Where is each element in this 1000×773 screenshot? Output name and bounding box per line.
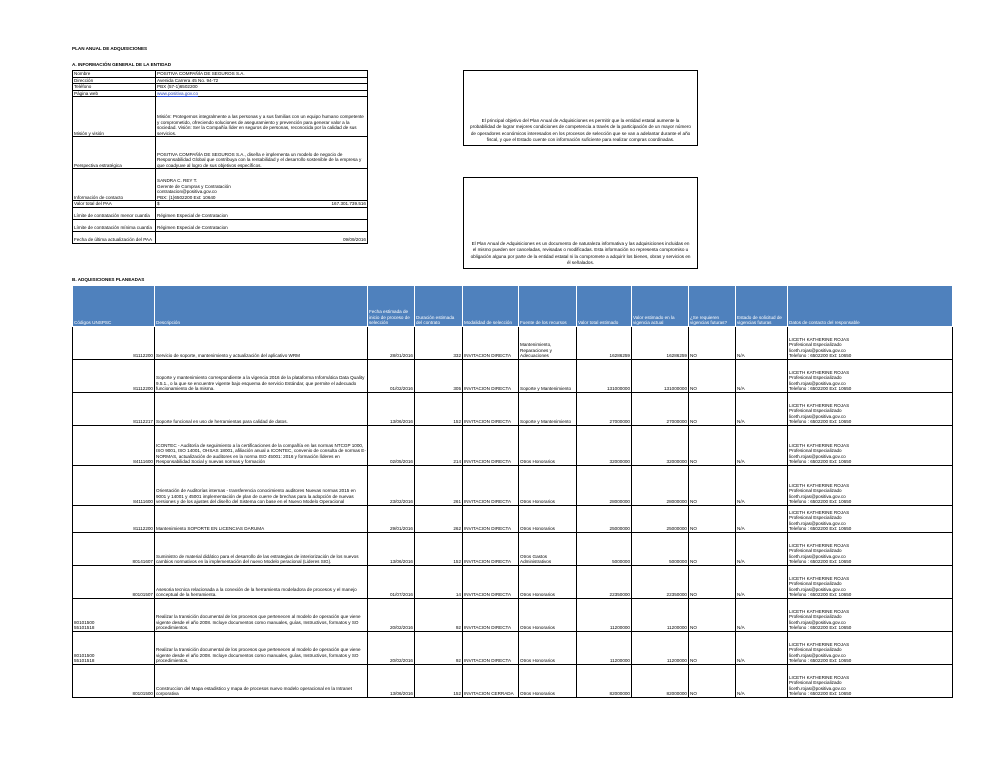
- info-value-text: Régimen Especial de Contratacion: [157, 225, 228, 231]
- info-value-right: 167.301.739.516: [331, 201, 366, 207]
- contact-line: Profesional Especializado: [789, 408, 842, 414]
- unspsc-code-text: 80101500: [132, 691, 153, 697]
- table-row: [73, 360, 953, 393]
- unspsc-code-line: 80101500: [74, 652, 95, 658]
- future-required: NO: [689, 466, 736, 506]
- resource-source: Otros Honorarios: [519, 506, 577, 533]
- info-value-text: Misión: Protegemos integralmente a las personas y a sus familias con un equipo humano competente y comprometido, ofreciendo soluciones de aseguramiento y prevención para generar valor a la sociedad. Visión: Ser la Compañía líder en seguros de personas, reconocida por la calidad de sus servicios.: [157, 114, 364, 136]
- resource-source: Soporte y Mantenimiento: [519, 360, 577, 393]
- info-row: [73, 137, 368, 169]
- info-label: [73, 169, 156, 201]
- planned-acquisitions-table: [72, 285, 953, 698]
- responsible-contact: [788, 327, 953, 360]
- future-required: NO: [689, 426, 736, 466]
- contact-line: Telefono : 6502200 Ext: 10650: [789, 625, 852, 631]
- current-value: 22350000: [632, 566, 689, 599]
- resource-source: Otros Honorarios: [519, 426, 577, 466]
- resource-source: Mantenimiento, Reparaciones y Adecuaciones: [519, 327, 577, 360]
- column-header: Fuente de los recursos: [519, 286, 577, 327]
- start-date: 13/06/2016: [368, 665, 415, 698]
- info-label: [73, 219, 156, 231]
- future-state: N/A: [736, 426, 788, 466]
- contact-line: LICETH KATHERINE ROJAS: [789, 674, 850, 680]
- duration: 305: [415, 360, 463, 393]
- future-state: N/A: [736, 632, 788, 665]
- duration: 332: [415, 327, 463, 360]
- column-header: Estado de solicitud de vigencias futuras: [736, 286, 788, 327]
- contact-line: Profesional Especializado: [789, 614, 842, 620]
- future-required: NO: [689, 533, 736, 566]
- info-value-text: PBX (57-1)6502200: [157, 84, 198, 90]
- contact-line: Profesional Especializado: [789, 548, 842, 554]
- info-value: [156, 77, 368, 84]
- responsible-contact: [788, 466, 953, 506]
- unspsc-code-text: 80141607: [132, 559, 153, 565]
- objective-box: [463, 70, 698, 146]
- selection-mode: INVITACION DIRECTA: [463, 360, 519, 393]
- contact-line: liceth.rojas@positiva.gov.co: [789, 685, 846, 691]
- column-header: Fecha estimada de inicio de proceso de selección: [368, 286, 415, 327]
- info-label-text: Dirección: [74, 77, 94, 83]
- unspsc-code: [73, 426, 155, 466]
- total-value: 11200000: [577, 599, 632, 632]
- future-required: NO: [689, 393, 736, 426]
- info-label: [73, 97, 156, 137]
- resource-source: Otros Honorarios: [519, 632, 577, 665]
- selection-mode: INVITACION DIRECTA: [463, 506, 519, 533]
- contact-line: liceth.rojas@positiva.gov.co: [789, 453, 846, 459]
- currency-sign: $: [157, 201, 160, 207]
- info-value-split: [157, 237, 366, 243]
- resource-source: Otros Honorarios: [519, 665, 577, 698]
- contact-line: LICETH KATHERINE ROJAS: [789, 641, 850, 647]
- duration: 152: [415, 393, 463, 426]
- description: Orientación de Auditorías internas - transferencia conocimiento auditores Nuevas normas 2015 en 9001 y 14001 y 45001 implementación de plan de cuerre de brechas para la adopción de nuevas versiones y de los ajustes del diseño del Sistema con base en el Nuevo Modelo Operacional: [155, 466, 368, 506]
- current-value: 11200000: [632, 632, 689, 665]
- future-required: NO: [689, 632, 736, 665]
- start-date: 13/06/2016: [368, 393, 415, 426]
- unspsc-code-text: 81112200: [133, 526, 153, 532]
- duration: 92: [415, 632, 463, 665]
- info-row: [73, 97, 368, 137]
- current-value: 16286259: [632, 327, 689, 360]
- section-b-title: B. ADQUISICIONES PLANEADAS: [72, 277, 145, 282]
- info-label: [73, 137, 156, 169]
- contact-line: Telefono : 6502200 Ext: 10650: [789, 691, 852, 697]
- table-row: [73, 533, 953, 566]
- info-value: [156, 207, 368, 219]
- selection-mode: INVITACION DIRECTA: [463, 599, 519, 632]
- start-date: 20/02/2016: [368, 599, 415, 632]
- responsible-contact: [788, 533, 953, 566]
- info-label: [73, 231, 156, 243]
- current-value: 32000000: [632, 426, 689, 466]
- start-date: 13/06/2016: [368, 533, 415, 566]
- contact-line: Telefono : 6502200 Ext: 10650: [789, 526, 852, 532]
- current-value: 25000000: [632, 506, 689, 533]
- contact-line: Profesional Especializado: [789, 342, 842, 348]
- contact-line: Profesional Especializado: [789, 647, 842, 653]
- info-value: [156, 84, 368, 91]
- info-value: [156, 219, 368, 231]
- contact-line: contratacion@positiva.gov.co: [157, 189, 217, 195]
- contact-line: Telefono : 6502200 Ext: 10650: [789, 419, 852, 425]
- unspsc-code-text: 81112217: [133, 419, 153, 425]
- description: Realizar la transición documental de los procesos que pertenecen al modelo de operación que viene vigente desde el año 2008. Incluye documentos como manuales, guías, Instructivos, formatos y SO procedimientos.: [155, 632, 368, 665]
- resource-source: Otros Honorarios: [519, 566, 577, 599]
- total-value: 27000000: [577, 393, 632, 426]
- contact-line: LICETH KATHERINE ROJAS: [789, 509, 850, 515]
- column-header: Valor total estimado: [577, 286, 632, 327]
- description: Construccion del Mapa estadistico y mapa de procesos nuevo modelo operacional en la Intranet corporativa: [155, 665, 368, 698]
- column-header: ¿Se requieren vigencias futuras?: [689, 286, 736, 327]
- contact-line: liceth.rojas@positiva.gov.co: [789, 586, 846, 592]
- info-value: [156, 231, 368, 243]
- selection-mode: INVITACION DIRECTA: [463, 393, 519, 426]
- unspsc-code-text: 80101507: [132, 592, 153, 598]
- responsible-contact: [788, 566, 953, 599]
- future-required: NO: [689, 327, 736, 360]
- resource-source: Otros Honorarios: [519, 466, 577, 506]
- contact-line: Profesional Especializado: [789, 515, 842, 521]
- info-label-text: Página web: [74, 90, 99, 96]
- info-label: [73, 90, 156, 97]
- unspsc-code: [73, 599, 155, 632]
- responsible-contact: [788, 665, 953, 698]
- entity-info-table: [72, 70, 368, 244]
- contact-line: liceth.rojas@positiva.gov.co: [789, 520, 846, 526]
- future-state: N/A: [736, 566, 788, 599]
- total-value: 5000000: [577, 533, 632, 566]
- disclaimer-box: [463, 177, 698, 269]
- contact-line: Telefono : 6502200 Ext: 10650: [789, 353, 852, 359]
- unspsc-code-line: 55101518: [74, 625, 95, 631]
- description: Servicio de soporte, mantenimiento y actualización del aplicativo WRM: [155, 327, 368, 360]
- current-value: 28000000: [632, 466, 689, 506]
- unspsc-code-line: 55101518: [74, 658, 95, 664]
- info-value: [156, 169, 368, 201]
- responsible-contact: [788, 393, 953, 426]
- info-value-right: 09/09/2016: [343, 237, 366, 243]
- start-date: 01/02/2016: [368, 360, 415, 393]
- future-state: N/A: [736, 665, 788, 698]
- contact-line: SANDRA C. REY T.: [157, 178, 198, 183]
- duration: 214: [415, 426, 463, 466]
- total-value: 82000000: [577, 665, 632, 698]
- table-row: [73, 327, 953, 360]
- table-row: [73, 506, 953, 533]
- future-required: NO: [689, 665, 736, 698]
- info-row: [73, 90, 368, 97]
- start-date: 29/01/2016: [368, 506, 415, 533]
- current-value: 82000000: [632, 665, 689, 698]
- responsible-contact: [788, 426, 953, 466]
- contact-line: Telefono : 6502200 Ext: 10650: [789, 658, 852, 664]
- website-link[interactable]: www.positiva.gov.co: [157, 90, 199, 96]
- description: ICONTEC - Auditoría de seguimiento a la certificaciones de la compañía en las normas NTCGP 1000, ISO 9001, ISO 14001, OHSAS 18001, afiliación anual a ICONTEC, convenio de consulta de normas E-NORMAS, actualización de auditores en la norma ISO 45001: 2016 y formación líderes en Responsabilidad Social y nuevas normas y formación: [155, 426, 368, 466]
- info-label-text: Fecha de última actualización del PAA: [74, 237, 153, 243]
- table-row: [73, 665, 953, 698]
- info-label-text: Nombre: [74, 71, 91, 76]
- responsible-contact: [788, 360, 953, 393]
- info-row: [73, 84, 368, 91]
- responsible-contact: [788, 506, 953, 533]
- selection-mode: INVITACION DIRECTA: [463, 533, 519, 566]
- future-required: NO: [689, 360, 736, 393]
- contact-line: LICETH KATHERINE ROJAS: [789, 575, 850, 581]
- info-label: [73, 207, 156, 219]
- info-value-text: POSITIVA COMPAÑÍA DE SEGUROS S.A.: [157, 71, 245, 76]
- info-value-split: [157, 201, 366, 207]
- info-row: [73, 231, 368, 243]
- contact-line: Profesional Especializado: [789, 680, 842, 686]
- selection-mode: INVITACION DIRECTA: [463, 632, 519, 665]
- responsible-contact: [788, 632, 953, 665]
- total-value: 25000000: [577, 506, 632, 533]
- selection-mode: INVITACION CERRADA: [463, 665, 519, 698]
- unspsc-code: [73, 360, 155, 393]
- unspsc-code-text: 84111600: [133, 459, 153, 465]
- future-state: N/A: [736, 327, 788, 360]
- column-header: Duración estimada del contrato: [415, 286, 463, 327]
- duration: 262: [415, 506, 463, 533]
- description: Realizar la transición documental de los procesos que pertenecen al modelo de operación que viene vigente desde el año 2008. Incluye documentos como manuales, guías, Instructivos, formatos y SO procedimientos.: [155, 599, 368, 632]
- contact-line: Profesional Especializado: [789, 488, 842, 494]
- contact-line: Profesional Especializado: [789, 581, 842, 587]
- contact-line: LICETH KATHERINE ROJAS: [789, 369, 850, 375]
- duration: 261: [415, 466, 463, 506]
- selection-mode: INVITACION DIRECTA: [463, 327, 519, 360]
- info-row: [73, 207, 368, 219]
- current-value: 11200000: [632, 599, 689, 632]
- contact-line: Telefono : 6502200 Ext: 10650: [789, 559, 852, 565]
- info-value: [156, 137, 368, 169]
- unspsc-code: [73, 566, 155, 599]
- objective-text: El principal objetivo del Plan Anual de Adquisiciones es permitir que la entidad estatal aumente la probabilidad de lograr mejores condiciones de competencia a través de la participación de un mayor número de operadores económicos interesados en los procesos de selección que se van a adelantar durante el año fiscal, y que el Estado cuente con información suficiente para realizar compras coordinadas.: [470, 118, 691, 142]
- start-date: 20/02/2016: [368, 632, 415, 665]
- contact-line: Telefono : 6502200 Ext: 10650: [789, 499, 852, 505]
- contact-line: liceth.rojas@positiva.gov.co: [789, 413, 846, 419]
- contact-line: Gerente de Compras y Contratación: [157, 183, 231, 189]
- info-label-text: Límite de contratación mínima cuantía: [74, 225, 152, 231]
- resource-source: Otros Gastos Administrativos: [519, 533, 577, 566]
- contact-line: Profesional Especializado: [789, 448, 842, 454]
- column-header: Descripción: [155, 286, 368, 327]
- selection-mode: INVITACION DIRECTA: [463, 466, 519, 506]
- contact-line: Telefono : 6502200 Ext: 10650: [789, 592, 852, 598]
- start-date: 02/05/2016: [368, 426, 415, 466]
- contact-line: Telefono : 6502200 Ext: 10650: [789, 386, 852, 392]
- future-state: N/A: [736, 393, 788, 426]
- info-row: [73, 169, 368, 201]
- contact-line: PBX: (1)6502200 Ext: 10640: [157, 194, 216, 200]
- section-a-title: A. INFORMACIÓN GENERAL DE LA ENTIDAD: [72, 62, 172, 67]
- table-row: [73, 393, 953, 426]
- unspsc-code: [73, 632, 155, 665]
- contact-line: LICETH KATHERINE ROJAS: [789, 442, 850, 448]
- info-label-text: Valor total del PAA: [74, 201, 112, 207]
- info-row: [73, 71, 368, 78]
- contact-line: liceth.rojas@positiva.gov.co: [789, 652, 846, 658]
- total-value: 28000000: [577, 466, 632, 506]
- resource-source: Soporte y Mantenimiento: [519, 393, 577, 426]
- current-value: 131000000: [632, 360, 689, 393]
- duration: 152: [415, 533, 463, 566]
- table-row: [73, 632, 953, 665]
- column-header: Códigos UNSPSC: [73, 286, 155, 327]
- table-row: [73, 566, 953, 599]
- start-date: 28/01/2016: [368, 327, 415, 360]
- selection-mode: INVITACION DIRECTA: [463, 426, 519, 466]
- future-required: NO: [689, 599, 736, 632]
- info-value: [156, 90, 368, 97]
- description: Suministro de material didático para el desarrollo de las estrategias de interiorización de los nuevos cambios normativos en la implementación del nuevo Modelo peracional (Lideres SIG).: [155, 533, 368, 566]
- start-date: 23/02/2016: [368, 466, 415, 506]
- unspsc-code: [73, 506, 155, 533]
- total-value: 22350000: [577, 566, 632, 599]
- info-row: [73, 219, 368, 231]
- unspsc-code-text: 81112200: [133, 386, 153, 392]
- duration: 152: [415, 665, 463, 698]
- info-label-text: Perspectiva estratégica: [74, 162, 122, 168]
- unspsc-code-text: 84111600: [133, 499, 153, 505]
- disclaimer-text: El Plan Anual de Adquisiciones es un documento de naturaleza informativa y las adquisiciones incluidas en el mismo pueden ser canceladas, revisadas o modificadas. Esta información no representa compromiso u obligación alguna por parte de la entidad estatal ni la compromete a adquirir los bienes, obras y servicios en él señalados.: [470, 241, 691, 265]
- table-row: [73, 599, 953, 632]
- unspsc-code: [73, 665, 155, 698]
- contact-line: liceth.rojas@positiva.gov.co: [789, 493, 846, 499]
- column-header: Modalidad de selección: [463, 286, 519, 327]
- unspsc-code-text: 81112200: [133, 353, 153, 359]
- doc-title: PLAN ANUAL DE ADQUISICIONES: [72, 46, 148, 51]
- unspsc-code: [73, 327, 155, 360]
- current-value: 5000000: [632, 533, 689, 566]
- future-state: N/A: [736, 360, 788, 393]
- future-state: N/A: [736, 533, 788, 566]
- contact-line: liceth.rojas@positiva.gov.co: [789, 553, 846, 559]
- column-header: Valor estimado en la vigencia actual: [632, 286, 689, 327]
- start-date: 01/07/2016: [368, 566, 415, 599]
- total-value: 131000000: [577, 360, 632, 393]
- future-state: N/A: [736, 506, 788, 533]
- total-value: 32000000: [577, 426, 632, 466]
- info-row: [73, 77, 368, 84]
- unspsc-code: [73, 466, 155, 506]
- future-required: NO: [689, 506, 736, 533]
- future-required: NO: [689, 566, 736, 599]
- info-label-text: Información de contacto: [74, 194, 124, 200]
- unspsc-code: [73, 393, 155, 426]
- contact-line: LICETH KATHERINE ROJAS: [789, 402, 850, 408]
- description: Asesoria tecnica relacionada a la conexión de la herramienta modeladora de procesos y el manejo conceptual de la herramienta.: [155, 566, 368, 599]
- info-label-text: Misión y visión: [74, 130, 104, 136]
- duration: 92: [415, 599, 463, 632]
- column-header: Datos de contacto del responsable: [788, 286, 953, 327]
- info-value-text: Avenida Carrera 45 No. 94-72: [157, 77, 219, 83]
- description: Mantenimiento SOPORTE EN LICENCIAS DARUMA: [155, 506, 368, 533]
- total-value: 16286259: [577, 327, 632, 360]
- contact-line: LICETH KATHERINE ROJAS: [789, 482, 850, 488]
- current-value: 27000000: [632, 393, 689, 426]
- info-value: [156, 71, 368, 78]
- contact-line: liceth.rojas@positiva.gov.co: [789, 347, 846, 353]
- contact-line: LICETH KATHERINE ROJAS: [789, 336, 850, 342]
- info-value: [156, 97, 368, 137]
- contact-line: liceth.rojas@positiva.gov.co: [789, 380, 846, 386]
- info-value: [156, 201, 368, 208]
- contact-line: liceth.rojas@positiva.gov.co: [789, 619, 846, 625]
- info-value-text: POSITIVA COMPAÑÍA DE SEGUROS S.A., diseña e implementa un modelo de negocio de Responsabilidad Global que contribuya con la rentabilidad y el desarrollo sostenible de la empresa y que coadyuve al logro de sus objetivos específicos.: [157, 151, 362, 168]
- contact-line: LICETH KATHERINE ROJAS: [789, 608, 850, 614]
- future-state: N/A: [736, 466, 788, 506]
- info-row: [73, 201, 368, 208]
- total-value: 11200000: [577, 632, 632, 665]
- selection-mode: INVITACION DIRECTA: [463, 566, 519, 599]
- info-label: [73, 84, 156, 91]
- contact-line: Profesional Especializado: [789, 375, 842, 381]
- resource-source: Otros Honorarios: [519, 599, 577, 632]
- table-row: [73, 426, 953, 466]
- contact-line: LICETH KATHERINE ROJAS: [789, 542, 850, 548]
- duration: 14: [415, 566, 463, 599]
- unspsc-code: [73, 533, 155, 566]
- info-label-text: Límite de contratación menor cuantía: [74, 213, 150, 219]
- responsible-contact: [788, 599, 953, 632]
- unspsc-code-line: 80101500: [74, 619, 95, 625]
- future-state: N/A: [736, 599, 788, 632]
- table-row: [73, 466, 953, 506]
- info-label: [73, 201, 156, 208]
- info-label: [73, 71, 156, 78]
- info-value-text: Régimen Especial de Contratacion: [157, 213, 228, 219]
- info-label: [73, 77, 156, 84]
- info-label-text: Teléfono: [74, 84, 92, 90]
- contact-line: Telefono : 6502200 Ext: 10650: [789, 459, 852, 465]
- description: Soporte funcional en uso de herramientas para calidad de datos.: [155, 393, 368, 426]
- description: Soporte y mantenimiento correspondiente a la vigencia 2016 de la plataforma Informática Data Quality 9.5.1., o la que se encuentre vigente bajo esquema de servicio Estándar, que permite el adecuado funcionamiento de la misma.: [155, 360, 368, 393]
